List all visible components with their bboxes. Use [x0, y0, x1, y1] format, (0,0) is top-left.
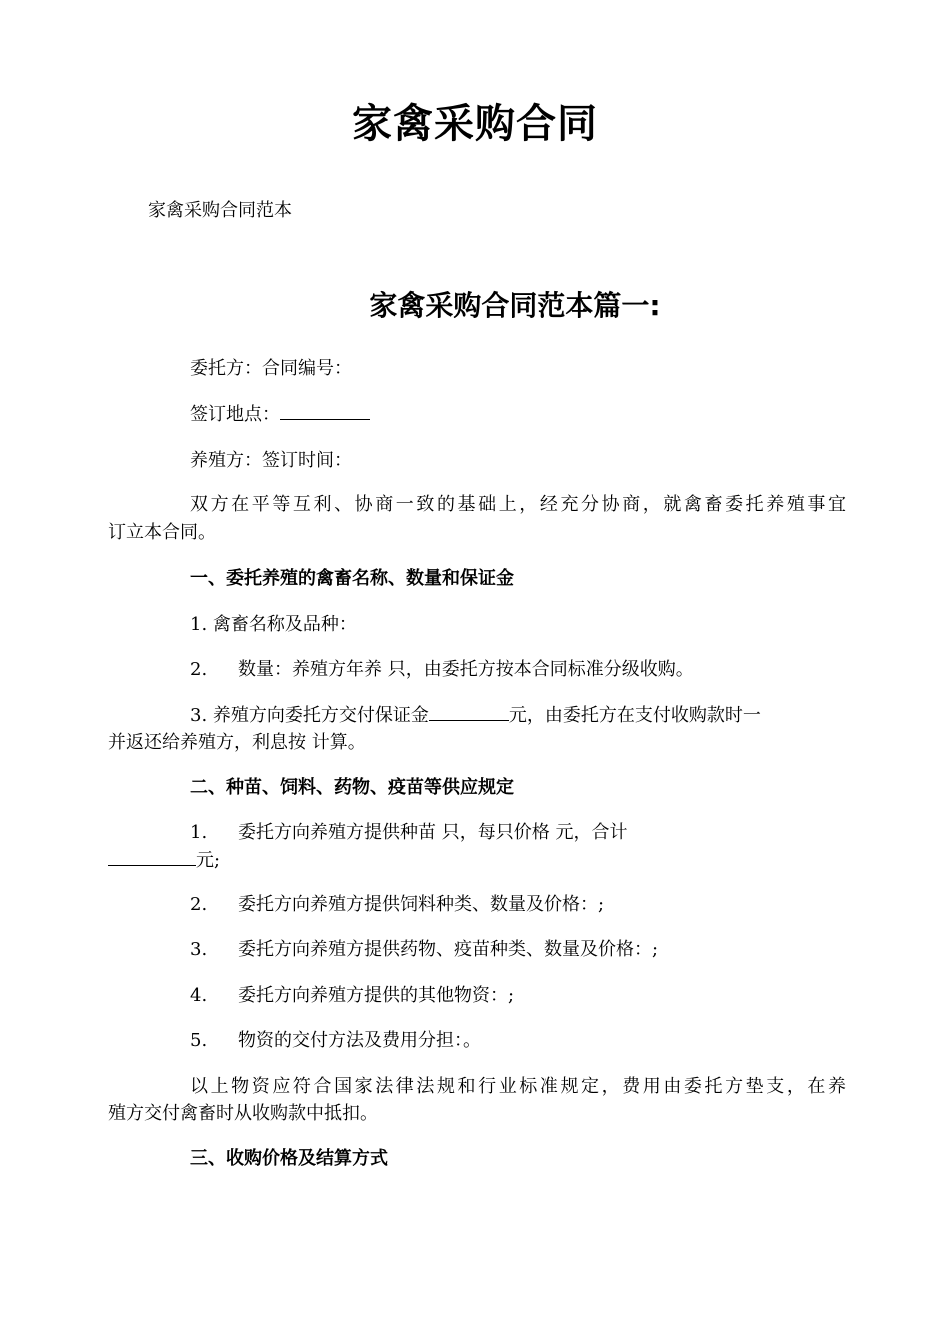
- heading-1: 一、委托养殖的禽畜名称、数量和保证金: [190, 568, 514, 589]
- item-2-3: [190, 935, 658, 961]
- item-number: 2.: [190, 659, 208, 680]
- item-number: 2.: [190, 894, 208, 915]
- document-title: 家禽采购合同: [352, 101, 598, 147]
- section-title: 家禽采购合同范本篇一:: [369, 289, 661, 322]
- heading-2: 二、种苗、饲料、药物、疫苗等供应规定: [190, 777, 514, 798]
- item-text: 委托方向养殖方提供饲料种类、数量及价格：;: [238, 894, 605, 915]
- sign-place-line: [190, 400, 370, 426]
- item-number: 4.: [190, 985, 208, 1006]
- heading-3: 三、收购价格及结算方式: [190, 1148, 388, 1169]
- item-number: 1.: [190, 822, 208, 843]
- sign-place-label: 签订地点：: [190, 404, 280, 425]
- item-1-3-line-1: [190, 701, 761, 727]
- supply-paragraph-line-2: 殖方交付禽畜时从收购款中抵扣。: [108, 1103, 378, 1124]
- deposit-blank: [429, 706, 509, 721]
- item-text: 委托方向养殖方提供药物、疫苗种类、数量及价格：;: [238, 939, 659, 960]
- item-number: 5.: [190, 1030, 208, 1051]
- item-text: 物资的交付方法及费用分担：。: [238, 1030, 481, 1051]
- item-2-4: [190, 981, 514, 1007]
- item-text: 委托方向养殖方提供的其他物资：;: [238, 985, 515, 1006]
- item-2-5: [190, 1026, 481, 1052]
- item-number: 3.: [190, 939, 208, 960]
- document-subtitle: 家禽采购合同范本: [148, 200, 292, 221]
- item-text: 委托方向养殖方提供种苗 只，每只价格 元，合计: [238, 822, 628, 843]
- intro-paragraph-line-2: 订立本合同。: [108, 522, 216, 543]
- party-line-farmer: 养殖方：签订时间：: [190, 450, 352, 471]
- item-text: 数量：养殖方年养 只，由委托方按本合同标准分级收购。: [238, 659, 694, 680]
- item-2-2: [190, 890, 604, 916]
- item-text: 3. 养殖方向委托方交付保证金: [190, 705, 429, 726]
- total-blank: [108, 851, 196, 866]
- intro-paragraph-line-1: 双方在平等互利、协商一致的基础上，经充分协商，就禽畜委托养殖事宜: [190, 494, 846, 515]
- item-2-1: [190, 818, 627, 844]
- item-1-1: 1. 禽畜名称及品种：: [190, 614, 357, 635]
- supply-paragraph-line-1: 以上物资应符合国家法律法规和行业标准规定，费用由委托方垫支，在养: [190, 1076, 846, 1097]
- item-text: 元;: [196, 850, 221, 871]
- item-1-2: [190, 655, 694, 681]
- item-1-3-line-2: 并返还给养殖方，利息按 计算。: [108, 732, 366, 753]
- item-2-1-tail: [108, 846, 220, 872]
- party-line-client: 委托方：合同编号：: [190, 358, 352, 379]
- item-text: 元，由委托方在支付收购款时一: [508, 705, 761, 726]
- sign-place-blank: [280, 405, 370, 420]
